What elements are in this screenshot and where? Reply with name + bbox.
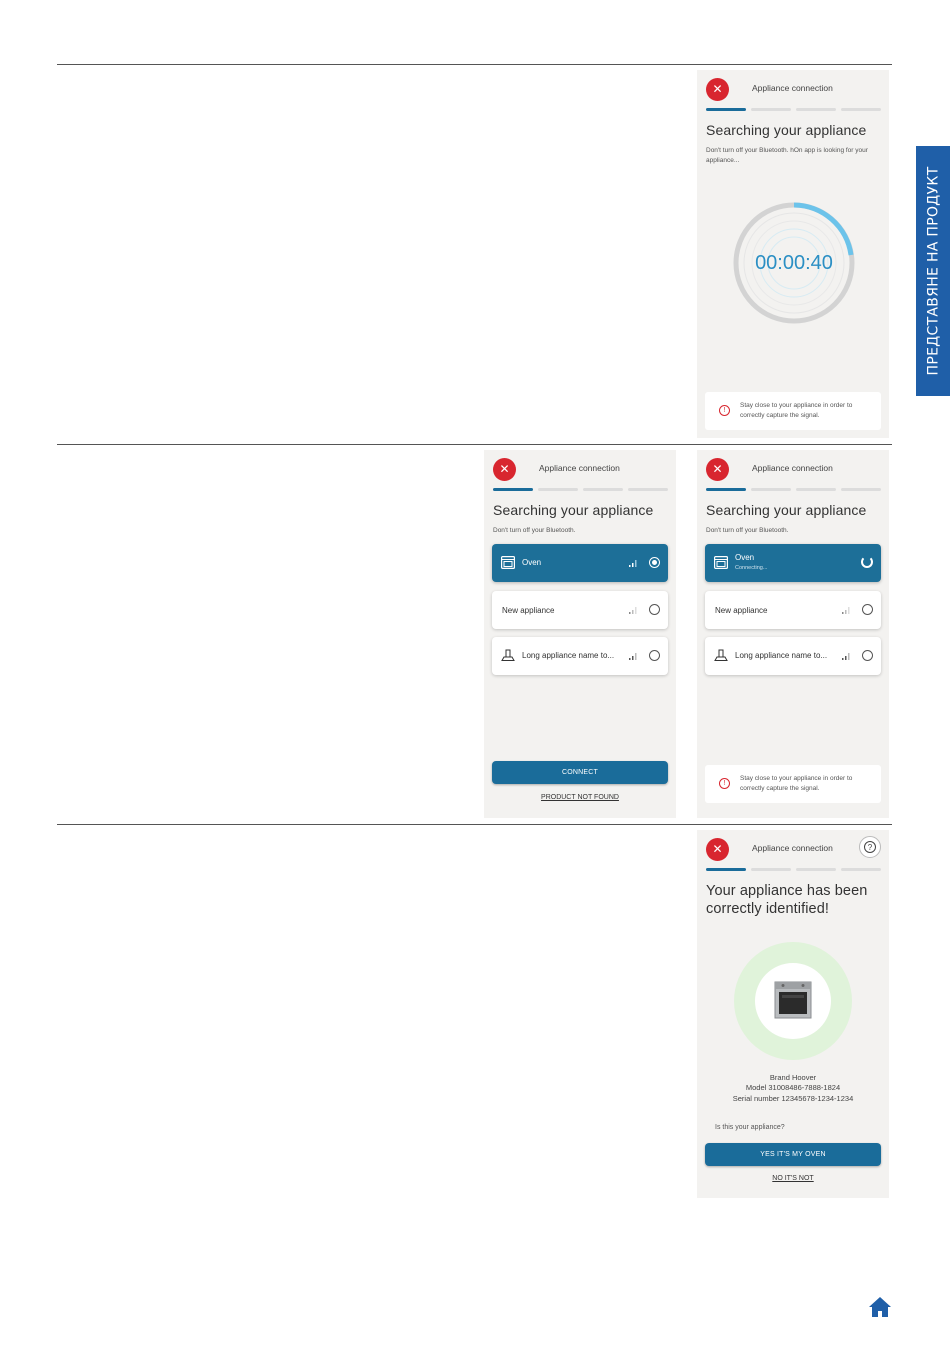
- header-title: Appliance connection: [539, 463, 620, 473]
- warning-icon: !: [719, 778, 730, 789]
- signal-icon: [842, 652, 851, 660]
- page-title: Searching your appliance: [706, 502, 867, 518]
- page-subtitle: Don't turn off your Bluetooth. hOn app is looking for your appliance...: [706, 147, 868, 164]
- signal-icon: [629, 652, 638, 660]
- confirm-question: Is this your appliance?: [715, 1124, 785, 1131]
- section-divider-2: [57, 444, 892, 445]
- connection-status: Connecting...: [735, 565, 768, 571]
- page-title: Your appliance has been correctly identified!: [706, 883, 868, 917]
- step-progress: [706, 488, 881, 491]
- step-progress: [706, 108, 881, 111]
- page-subtitle: Don't turn off your Bluetooth.: [493, 527, 576, 534]
- radio-selected[interactable]: [649, 557, 660, 568]
- header-title: Appliance connection: [752, 463, 833, 473]
- appliance-item-new[interactable]: [492, 591, 668, 629]
- appliance-name: Oven: [735, 553, 755, 562]
- section-side-tab: [916, 146, 950, 396]
- appliance-name: Long appliance name to...: [735, 651, 828, 660]
- side-tab-label: ПРЕДСТАВЯНЕ НА ПРОДУКТ: [925, 166, 942, 376]
- radio-button[interactable]: [862, 650, 873, 661]
- section-divider-3: [57, 824, 892, 825]
- yes-my-oven-button[interactable]: YES IT'S MY OVEN: [705, 1143, 881, 1166]
- appliance-item-new[interactable]: [705, 591, 881, 629]
- oven-icon: [501, 556, 515, 569]
- close-button[interactable]: [706, 838, 729, 861]
- close-button[interactable]: [493, 458, 516, 481]
- appliance-image-circle: [755, 963, 831, 1039]
- hood-icon: [714, 649, 728, 662]
- appliance-item-oven[interactable]: [492, 544, 668, 582]
- close-button[interactable]: [706, 78, 729, 101]
- hood-icon: [501, 649, 515, 662]
- home-icon[interactable]: [868, 1296, 892, 1318]
- page-title: Searching your appliance: [706, 122, 867, 138]
- radio-button[interactable]: [649, 604, 660, 615]
- radio-button[interactable]: [862, 604, 873, 615]
- oven-icon: [714, 556, 728, 569]
- appliance-serial: Serial number 12345678-1234-1234: [732, 1094, 854, 1103]
- close-icon: ✕: [712, 842, 723, 856]
- appliance-model: Model 31008486-7888-1824: [745, 1083, 841, 1092]
- appliance-name: New appliance: [715, 606, 768, 615]
- header-title: Appliance connection: [752, 843, 833, 853]
- screen-identified: [697, 830, 889, 1198]
- page-title: Searching your appliance: [493, 502, 654, 518]
- appliance-halo: [734, 942, 852, 1060]
- header-title: Appliance connection: [752, 83, 833, 93]
- appliance-name: New appliance: [502, 606, 555, 615]
- signal-icon: [842, 606, 851, 614]
- page-subtitle: Don't turn off your Bluetooth.: [706, 527, 789, 534]
- timer-value: 00:00:40: [755, 252, 833, 274]
- screen-searching-timer: [697, 70, 889, 438]
- close-icon: ✕: [499, 462, 510, 476]
- screen-searching-list: [484, 450, 676, 818]
- question-icon: ?: [864, 841, 876, 853]
- close-icon: ✕: [712, 462, 723, 476]
- appliance-brand: Brand Hoover: [769, 1073, 817, 1082]
- appliance-item-oven[interactable]: [705, 544, 881, 582]
- no-its-not-link[interactable]: NO IT'S NOT: [772, 1175, 814, 1182]
- close-icon: ✕: [712, 82, 723, 96]
- step-progress: [706, 868, 881, 871]
- connect-button[interactable]: CONNECT: [492, 761, 668, 784]
- step-progress: [493, 488, 668, 491]
- appliance-item-long[interactable]: [492, 637, 668, 675]
- tip-box: [705, 765, 881, 803]
- tip-text: Stay close to your appliance in order to correctly capture the signal.: [740, 402, 853, 419]
- radio-button[interactable]: [649, 650, 660, 661]
- appliance-item-long[interactable]: [705, 637, 881, 675]
- warning-icon: !: [719, 405, 730, 416]
- appliance-name: Long appliance name to...: [522, 651, 615, 660]
- loading-spinner-icon: [861, 556, 873, 568]
- appliance-name: Oven: [522, 558, 542, 567]
- tip-text: Stay close to your appliance in order to correctly capture the signal.: [740, 775, 853, 792]
- screen-connecting: [697, 450, 889, 818]
- oven-product-image: [774, 981, 812, 1019]
- signal-icon: [629, 606, 638, 614]
- help-button[interactable]: [859, 836, 881, 858]
- section-divider-1: [57, 64, 892, 65]
- search-timer: [731, 200, 857, 326]
- close-button[interactable]: [706, 458, 729, 481]
- signal-icon: [629, 559, 638, 567]
- tip-box: [705, 392, 881, 430]
- product-not-found-link[interactable]: PRODUCT NOT FOUND: [541, 794, 619, 801]
